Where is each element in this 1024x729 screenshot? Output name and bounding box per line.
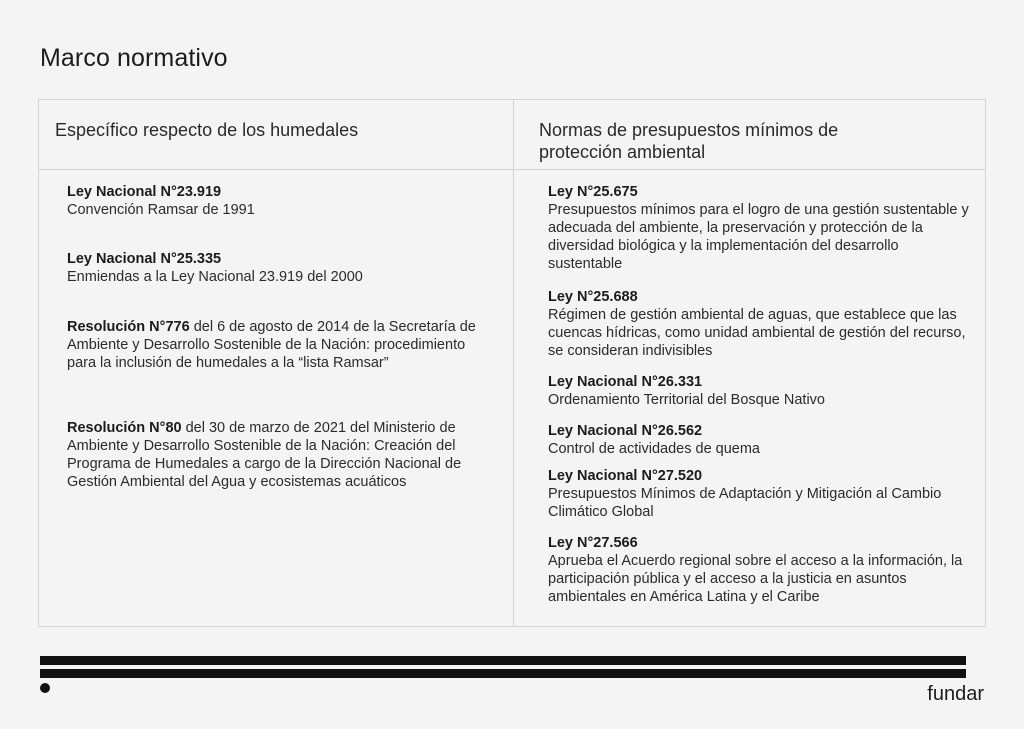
legal-framework-table (38, 99, 986, 627)
decorative-stripe-bottom (40, 669, 966, 678)
item-label: Resolución N°776 (67, 319, 190, 335)
right-item-4 (548, 422, 968, 458)
item-text: Convención Ramsar de 1991 (67, 202, 255, 218)
item-text: Presupuestos mínimos para el logro de una gestión sustentable y adecuada del ambiente, la preservación y protección de la diversidad biológica y la implementación del desarrollo sustentable (548, 202, 969, 272)
column-divider (513, 100, 514, 626)
item-text-rest: de Ambiente y Desarrollo Sostenible de la Nación: Creación del Programa de Humedales a cargo de la Dirección Nacional de Gestión Ambiental del Agua y ecosistemas acuáticos (67, 420, 462, 490)
item-text-inline: del 30 de marzo de 2021 del Ministerio (185, 420, 436, 436)
left-item-3 (67, 318, 477, 372)
right-item-6 (548, 534, 976, 606)
item-text-rest: de Ambiente y Desarrollo Sostenible de la Nación: procedimiento para la inclusión de humedales a la “lista Ramsar” (67, 319, 476, 371)
left-item-1 (67, 183, 487, 219)
left-item-2 (67, 250, 487, 286)
right-item-2 (548, 288, 968, 360)
item-label: Ley N°25.675 (548, 184, 638, 200)
item-label: Ley Nacional N°26.331 (548, 374, 703, 390)
fundar-logo: fundar (927, 683, 984, 705)
decorative-stripe-top (40, 656, 966, 665)
item-text: Control de actividades de quema (548, 441, 760, 457)
item-text-inline: del 6 de agosto de 2014 de la Secretaría (193, 319, 456, 335)
header-divider (39, 169, 985, 170)
item-label: Ley Nacional N°27.520 (548, 468, 703, 484)
page-title: Marco normativo (40, 44, 228, 72)
left-item-4 (67, 419, 462, 491)
item-label: Ley Nacional N°23.919 (67, 184, 222, 200)
item-text: Ordenamiento Territorial del Bosque Nativo (548, 392, 825, 408)
item-text: Enmiendas a la Ley Nacional 23.919 del 2000 (67, 269, 363, 285)
item-label: Ley N°25.688 (548, 289, 638, 305)
right-item-5 (548, 467, 968, 521)
item-text: Aprueba el Acuerdo regional sobre el acceso a la información, la participación pública y el acceso a la justicia en asuntos ambientales en América Latina y el Caribe (548, 553, 963, 605)
item-label: Resolución N°80 (67, 420, 182, 436)
decorative-dot (40, 683, 50, 693)
left-column-header: Específico respecto de los humedales (55, 120, 359, 140)
item-label: Ley Nacional N°26.562 (548, 423, 703, 439)
item-text: Régimen de gestión ambiental de aguas, que establece que las cuencas hídricas, como unidad ambiental de gestión del recurso, se consideran indivisibles (548, 307, 966, 359)
right-item-1 (548, 183, 973, 273)
item-label: Ley Nacional N°25.335 (67, 251, 222, 267)
item-label: Ley N°27.566 (548, 535, 638, 551)
right-column-header: Normas de presupuestos mínimos de protección ambiental (539, 120, 839, 162)
item-text: Presupuestos Mínimos de Adaptación y Mitigación al Cambio Climático Global (548, 486, 942, 520)
right-item-3 (548, 373, 968, 409)
